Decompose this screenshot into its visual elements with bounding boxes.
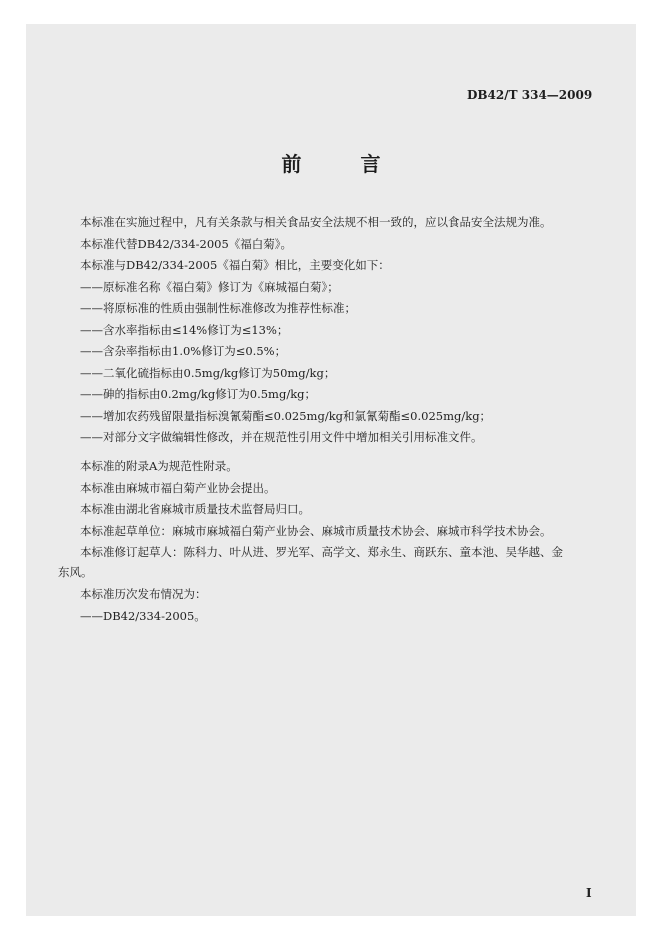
list-item: ——含杂率指标由1.0%修订为≤0.5%； [80, 344, 287, 358]
paragraph: 本标准由湖北省麻城市质量技术监督局归口。 [80, 502, 310, 516]
paragraph: 本标准起草单位：麻城市麻城福白菊产业协会、麻城市质量技术协会、麻城市科学技术协会。 [80, 523, 552, 538]
paragraph: 本标准代替DB42/334-2005《福白菊》。 [80, 236, 293, 251]
list-item: ——原标准名称《福白菊》修订为《麻城福白菊》； [80, 279, 339, 294]
page-title: 前 言 [281, 152, 407, 176]
document-code: DB42/T 334—2009 [467, 88, 593, 102]
list-item: ——对部分文字做编辑性修改，并在规范性引用文件中增加相关引用标准文件。 [80, 430, 483, 444]
list-item: ——DB42/334-2005。 [80, 608, 206, 623]
paragraph: 本标准由麻城市福白菊产业协会提出。 [80, 480, 276, 495]
paragraph: 本标准在实施过程中，凡有关条款与相关食品安全法规不相一致的，应以食品安全法规为准。 [80, 215, 552, 229]
list-item: ——含水率指标由≤14%修订为≤13%； [80, 322, 289, 337]
list-item: ——将原标准的性质由强制性标准修改为推荐性标准； [80, 301, 356, 315]
paragraph: 本标准与DB42/334-2005《福白菊》相比，主要变化如下： [80, 258, 390, 272]
changes-section [0, 214, 662, 445]
paragraph: 本标准历次发布情况为： [80, 587, 207, 601]
list-item: ——砷的指标由0.2mg/kg修订为0.5mg/kg； [80, 387, 317, 401]
drafters-line: 东风。 [58, 565, 93, 579]
page-number: I [586, 886, 592, 900]
drafters-line: 本标准修订起草人：陈科力、叶从进、罗光军、高学文、郑永生、商跃东、童本池、吴华越、金 [80, 545, 563, 559]
list-item: ——二氧化硫指标由0.5mg/kg修订为50mg/kg； [80, 365, 336, 380]
info-section [0, 458, 662, 624]
paragraph: 本标准的附录A为规范性附录。 [80, 459, 238, 473]
list-item: ——增加农药残留限量指标溴氰菊酯≤0.025mg/kg和氯氰菊酯≤0.025mg/kg； [80, 408, 492, 423]
